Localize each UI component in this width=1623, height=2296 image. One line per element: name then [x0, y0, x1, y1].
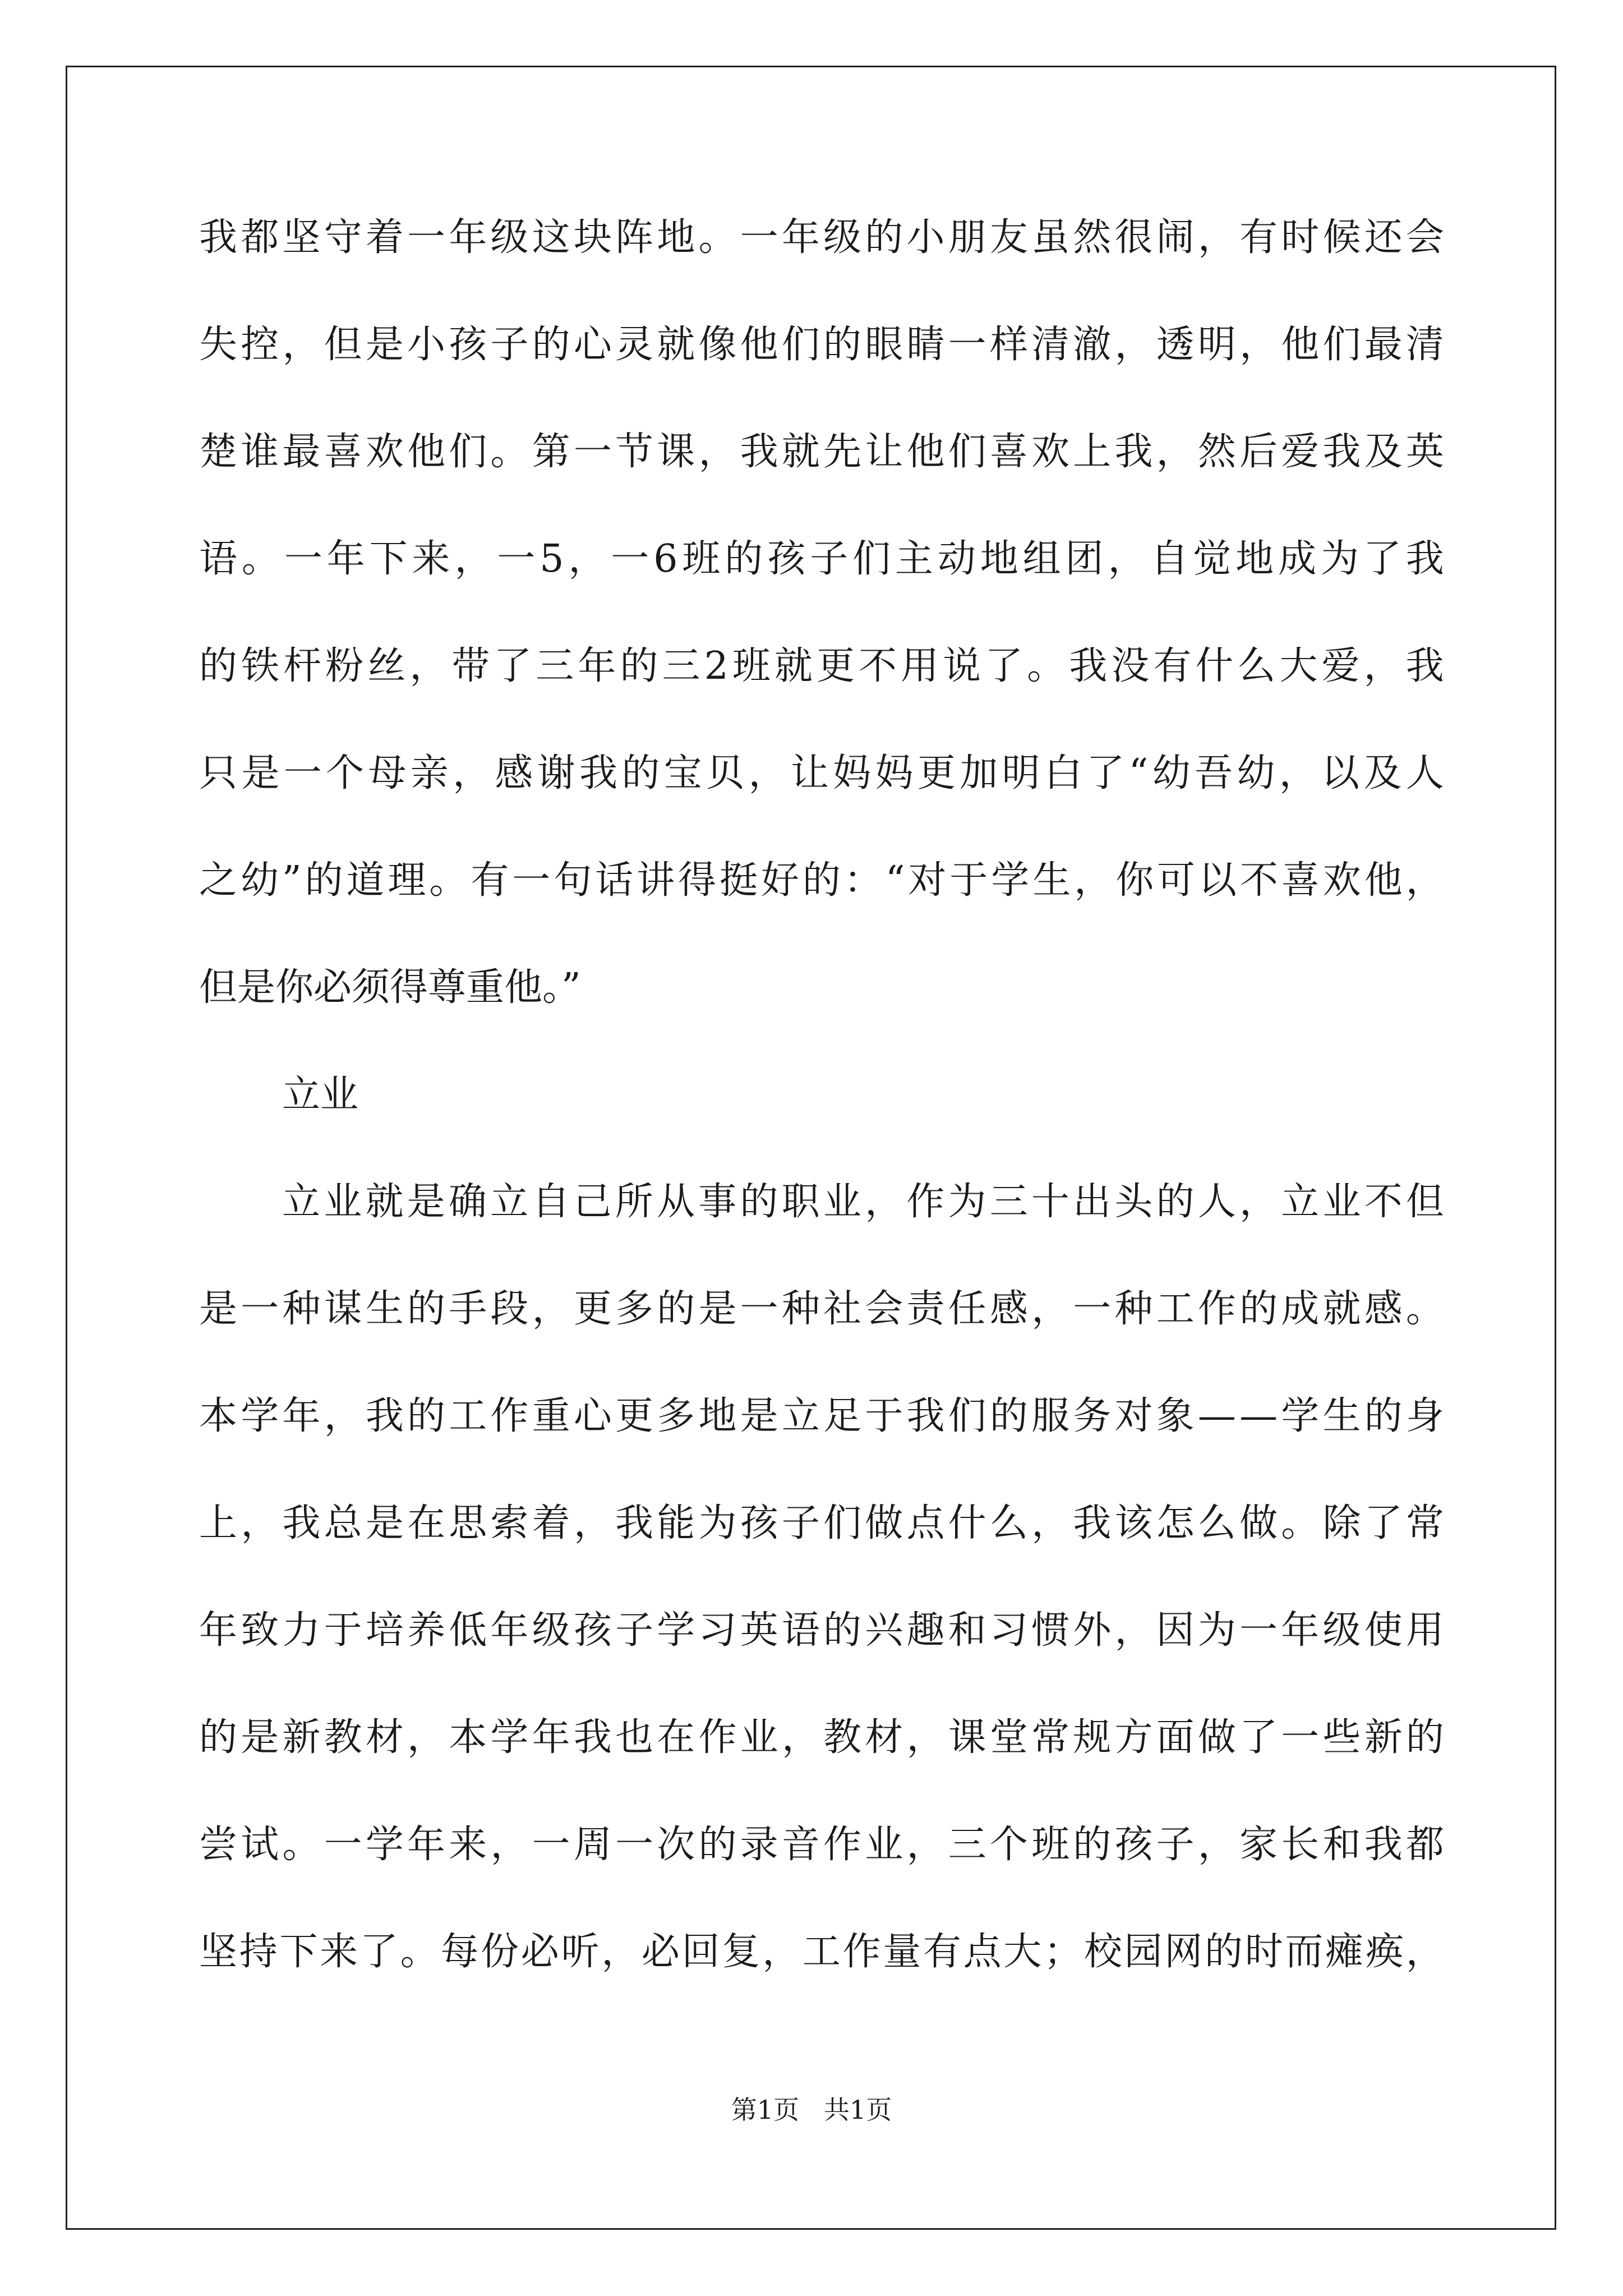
text-line-first: 立 业 就 是 确 立 自 己 所 从 事 的 职 业 ， 作 为 三 十 出 头 的 人 ， 立 业 不 但 [282, 1180, 1444, 1224]
text-line: 我 都 坚 守 着 一 年 级 这 块 阵 地 。 一 年 级 的 小 朋 友 虽 然 很 闹 ， 有 时 候 还 会 [199, 215, 1444, 260]
text-line: 尝 试 。 一 学 年 来 ， 一 周 一 次 的 录 音 作 业 ， 三 个 班 的 孩 子 ， 家 长 和 我 都 [199, 1823, 1444, 1867]
text-line: 之 幼 ” 的 道 理 。 有 一 句 话 讲 得 挺 好 的 ： “ 对 于 学 生 ， 你 可 以 不 喜 欢 他 ， [199, 858, 1444, 903]
text-line-last: 但是你必须得尊重他。” [199, 965, 581, 1010]
text-line: 失 控 ， 但 是 小 孩 子 的 心 灵 就 像 他 们 的 眼 睛 一 样 清 澈 ， 透 明 ， 他 们 最 清 [199, 323, 1444, 367]
text-line: 只 是 一 个 母 亲 ， 感 谢 我 的 宝 贝 ， 让 妈 妈 更 加 明 白 了 “ 幼 吾 幼 ， 以 及 人 [199, 751, 1444, 795]
document-body [199, 215, 1444, 2040]
text-line: 是 一 种 谋 生 的 手 段 ， 更 多 的 是 一 种 社 会 责 任 感 ， 一 种 工 作 的 成 就 感 。 [199, 1287, 1444, 1331]
page-footer: 第1页 共1页 [731, 2095, 892, 2125]
text-line: 语 。 一 年 下 来 ， 一 5 ， 一 6 班 的 孩 子 们 主 动 地 组 团 ， 自 觉 地 成 为 了 我 [199, 537, 1444, 581]
text-line: 年 致 力 于 培 养 低 年 级 孩 子 学 习 英 语 的 兴 趣 和 习 惯 外 ， 因 为 一 年 级 使 用 [199, 1608, 1444, 1653]
text-line: 本 学 年 ， 我 的 工 作 重 心 更 多 地 是 立 足 于 我 们 的 服 务 对 象 — — 学 生 的 身 [199, 1394, 1444, 1438]
text-line: 的 铁 杆 粉 丝 ， 带 了 三 年 的 三 2 班 就 更 不 用 说 了 。 我 没 有 什 么 大 爱 ， 我 [199, 644, 1444, 688]
text-line: 坚 持 下 来 了 。 每 份 必 听 ， 必 回 复 ， 工 作 量 有 点 大 ； 校 园 网 的 时 而 瘫 痪 ， [199, 1930, 1444, 1974]
text-line: 楚 谁 最 喜 欢 他 们 。 第 一 节 课 ， 我 就 先 让 他 们 喜 欢 上 我 ， 然 后 爱 我 及 英 [199, 430, 1444, 474]
text-line: 上 ， 我 总 是 在 思 索 着 ， 我 能 为 孩 子 们 做 点 什 么 ， 我 该 怎 么 做 。 除 了 常 [199, 1501, 1444, 1545]
text-line: 的 是 新 教 材 ， 本 学 年 我 也 在 作 业 ， 教 材 ， 课 堂 常 规 方 面 做 了 一 些 新 的 [199, 1715, 1444, 1760]
section-heading: 立业 [282, 1073, 359, 1117]
